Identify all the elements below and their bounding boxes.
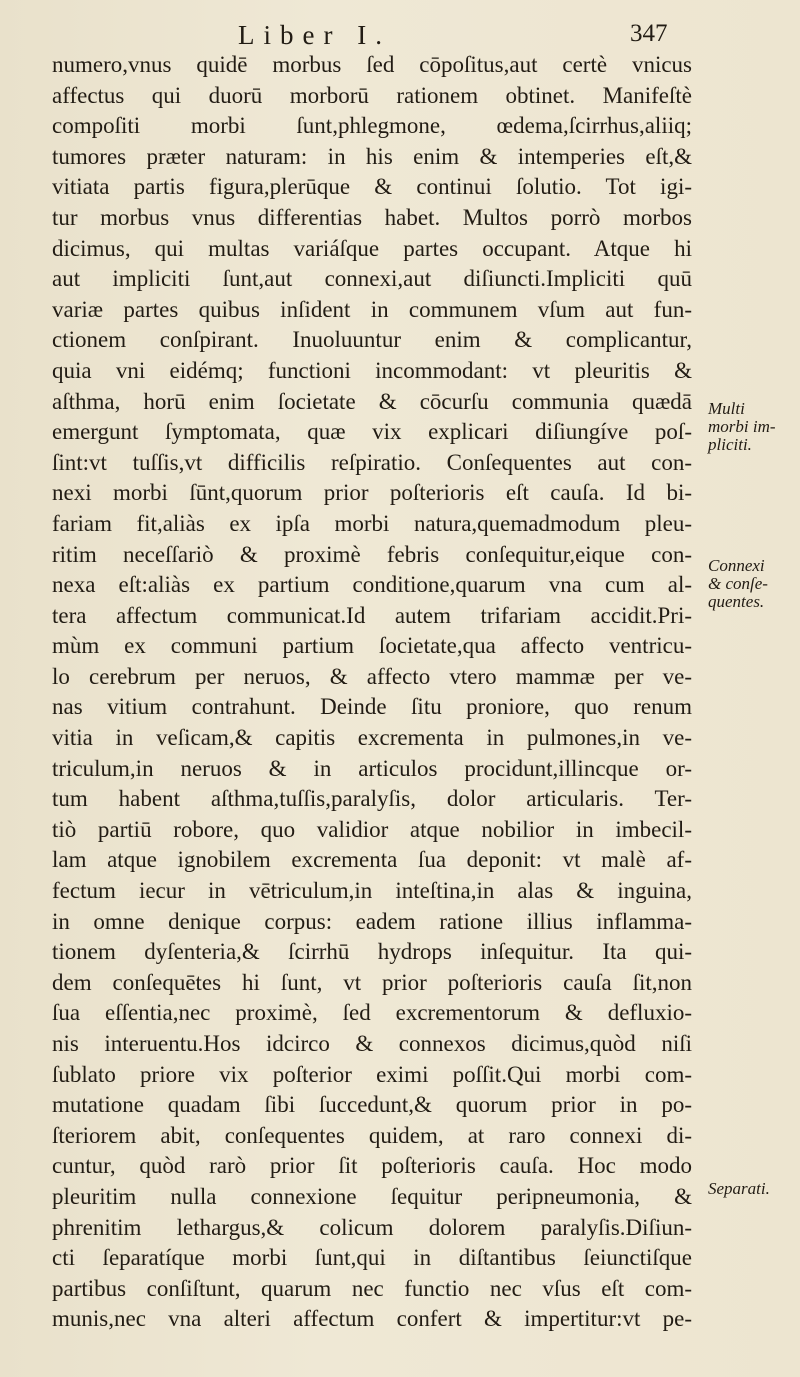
- page-number: 347: [630, 20, 668, 47]
- body-text: [52, 50, 692, 1335]
- marginal-note-line: morbi im-: [708, 417, 776, 436]
- text-line-25: tum habent aſthma,tuſſis,paralyſis, dolor articularis. Ter-: [52, 786, 692, 812]
- marginal-note-line: quentes.: [708, 592, 765, 611]
- text-line-8: aut impliciti ſunt,aut connexi,aut diſiuncti.Impliciti quū: [52, 266, 692, 292]
- marginal-note-line: Multi: [708, 399, 745, 418]
- text-line-15: nexi morbi ſūnt,quorum prior poſterioris eſt cauſa. Id bi-: [52, 480, 692, 506]
- text-line-11: quia vni eidémq; functioni incommodant: vt pleuritis &: [52, 357, 692, 383]
- text-line-34: ſublato priore vix poſterior eximi poſſit.Qui morbi com-: [52, 1061, 692, 1087]
- text-line-24: triculum,in neruos & in articulos procidunt,illincque or-: [52, 755, 692, 781]
- text-line-28: fectum iecur in vētriculum,in inteſtina,in alas & inguina,: [52, 878, 692, 904]
- text-line-18: nexa eſt:aliàs ex partium conditione,quarum vna cum al-: [52, 572, 692, 598]
- marginal-note-connexi-consequentes: [708, 557, 798, 611]
- marginal-note-line: Connexi: [708, 556, 765, 575]
- text-line-14: ſint:vt tuſſis,vt difficilis reſpiratio. Conſequentes aut con-: [52, 449, 692, 475]
- text-line-36: ſteriorem abit, conſequentes quidem, at raro connexi di-: [52, 1122, 692, 1148]
- text-line-1: numero,vnus quidē morbus ſed cōpoſitus,aut certè vnicus: [52, 52, 692, 77]
- text-line-29: in omne denique corpus: eadem ratione illius inflamma-: [52, 908, 692, 934]
- marginal-note-multi-morbi-impliciti: [708, 400, 798, 454]
- text-line-31: dem conſequētes hi ſunt, vt prior poſterioris cauſa ſit,non: [52, 969, 692, 995]
- text-line-32: ſua eſſentia,nec proximè, ſed excrementorum & defluxio-: [52, 1000, 692, 1026]
- marginal-note-separati: [708, 1180, 798, 1198]
- text-line-6: tur morbus vnus differentias habet. Multos porrò morbos: [52, 204, 692, 230]
- text-line-39: phrenitim lethargus,& colicum dolorem paralyſis.Diſiun-: [52, 1214, 692, 1240]
- text-line-40: cti ſeparatíque morbi ſunt,qui in diſtantibus ſeiunctiſque: [52, 1245, 692, 1271]
- text-line-33: nis interuentu.Hos idcirco & connexos dicimus,quòd niſi: [52, 1031, 692, 1056]
- text-line-38: pleuritim nulla connexione ſequitur peripneumonia, &: [52, 1183, 692, 1209]
- text-line-5: vitiata partis figura,plerūque & continui ſolutio. Tot igi-: [52, 174, 692, 200]
- marginal-note-line: Separati.: [708, 1179, 770, 1198]
- text-line-37: cuntur, quòd rarò prior ſit poſterioris cauſa. Hoc modo: [52, 1153, 692, 1179]
- text-line-23: vitia in veſicam,& capitis excrementa in pulmones,in ve-: [52, 725, 692, 751]
- text-line-7: dicimus, qui multas variáſque partes occupant. Atque hi: [52, 235, 692, 261]
- text-line-3: compoſiti morbi ſunt,phlegmone, œdema,ſcirrhus,aliiq;: [52, 113, 692, 139]
- text-line-16: fariam fit,aliàs ex ipſa morbi natura,quemadmodum pleu-: [52, 510, 692, 536]
- text-line-42: munis,nec vna alteri affectum confert & impertitur:vt pe-: [52, 1306, 692, 1332]
- text-line-13: emergunt ſymptomata, quæ vix explicari diſiungíve poſ-: [52, 419, 692, 445]
- text-line-17: ritim neceſſariò & proximè febris conſequitur,eique con-: [52, 541, 692, 567]
- text-line-35: mutatione quadam ſibi ſuccedunt,& quorum prior in po-: [52, 1092, 692, 1118]
- text-line-22: nas vitium contrahunt. Deinde ſitu proniore, quo renum: [52, 694, 692, 720]
- text-line-30: tionem dyſenteria,& ſcirrhū hydrops inſequitur. Ita qui-: [52, 939, 692, 965]
- text-line-9: variæ partes quibus inſident in communem vſum aut fun-: [52, 296, 692, 322]
- text-line-10: ctionem conſpirant. Inuoluuntur enim & complicantur,: [52, 327, 692, 353]
- text-line-19: tera affectum communicat.Id autem trifariam accidit.Pri-: [52, 602, 692, 628]
- text-line-20: mùm ex communi partium ſocietate,qua affecto ventricu-: [52, 633, 692, 659]
- text-line-27: lam atque ignobilem excrementa ſua deponit: vt malè af-: [52, 847, 692, 873]
- running-head: [0, 18, 800, 52]
- text-line-4: tumores præter naturam: in his enim & intemperies eſt,&: [52, 143, 692, 169]
- text-line-12: aſthma, horū enim ſocietate & cōcurſu communia quædā: [52, 388, 692, 414]
- marginal-note-line: & conſe-: [708, 574, 768, 593]
- book-title: Liber I.: [238, 20, 391, 50]
- text-line-26: tiò partiū robore, quo validior atque nobilior in imbecil-: [52, 816, 692, 842]
- text-line-2: affectus qui duorū morborū rationem obtinet. Manifeſtè: [52, 82, 692, 108]
- text-line-21: lo cerebrum per neruos, & affecto vtero mammæ per ve-: [52, 663, 692, 689]
- text-line-41: partibus conſiſtunt, quarum nec functio nec vſus eſt com-: [52, 1275, 692, 1301]
- marginal-note-line: pliciti.: [708, 435, 752, 454]
